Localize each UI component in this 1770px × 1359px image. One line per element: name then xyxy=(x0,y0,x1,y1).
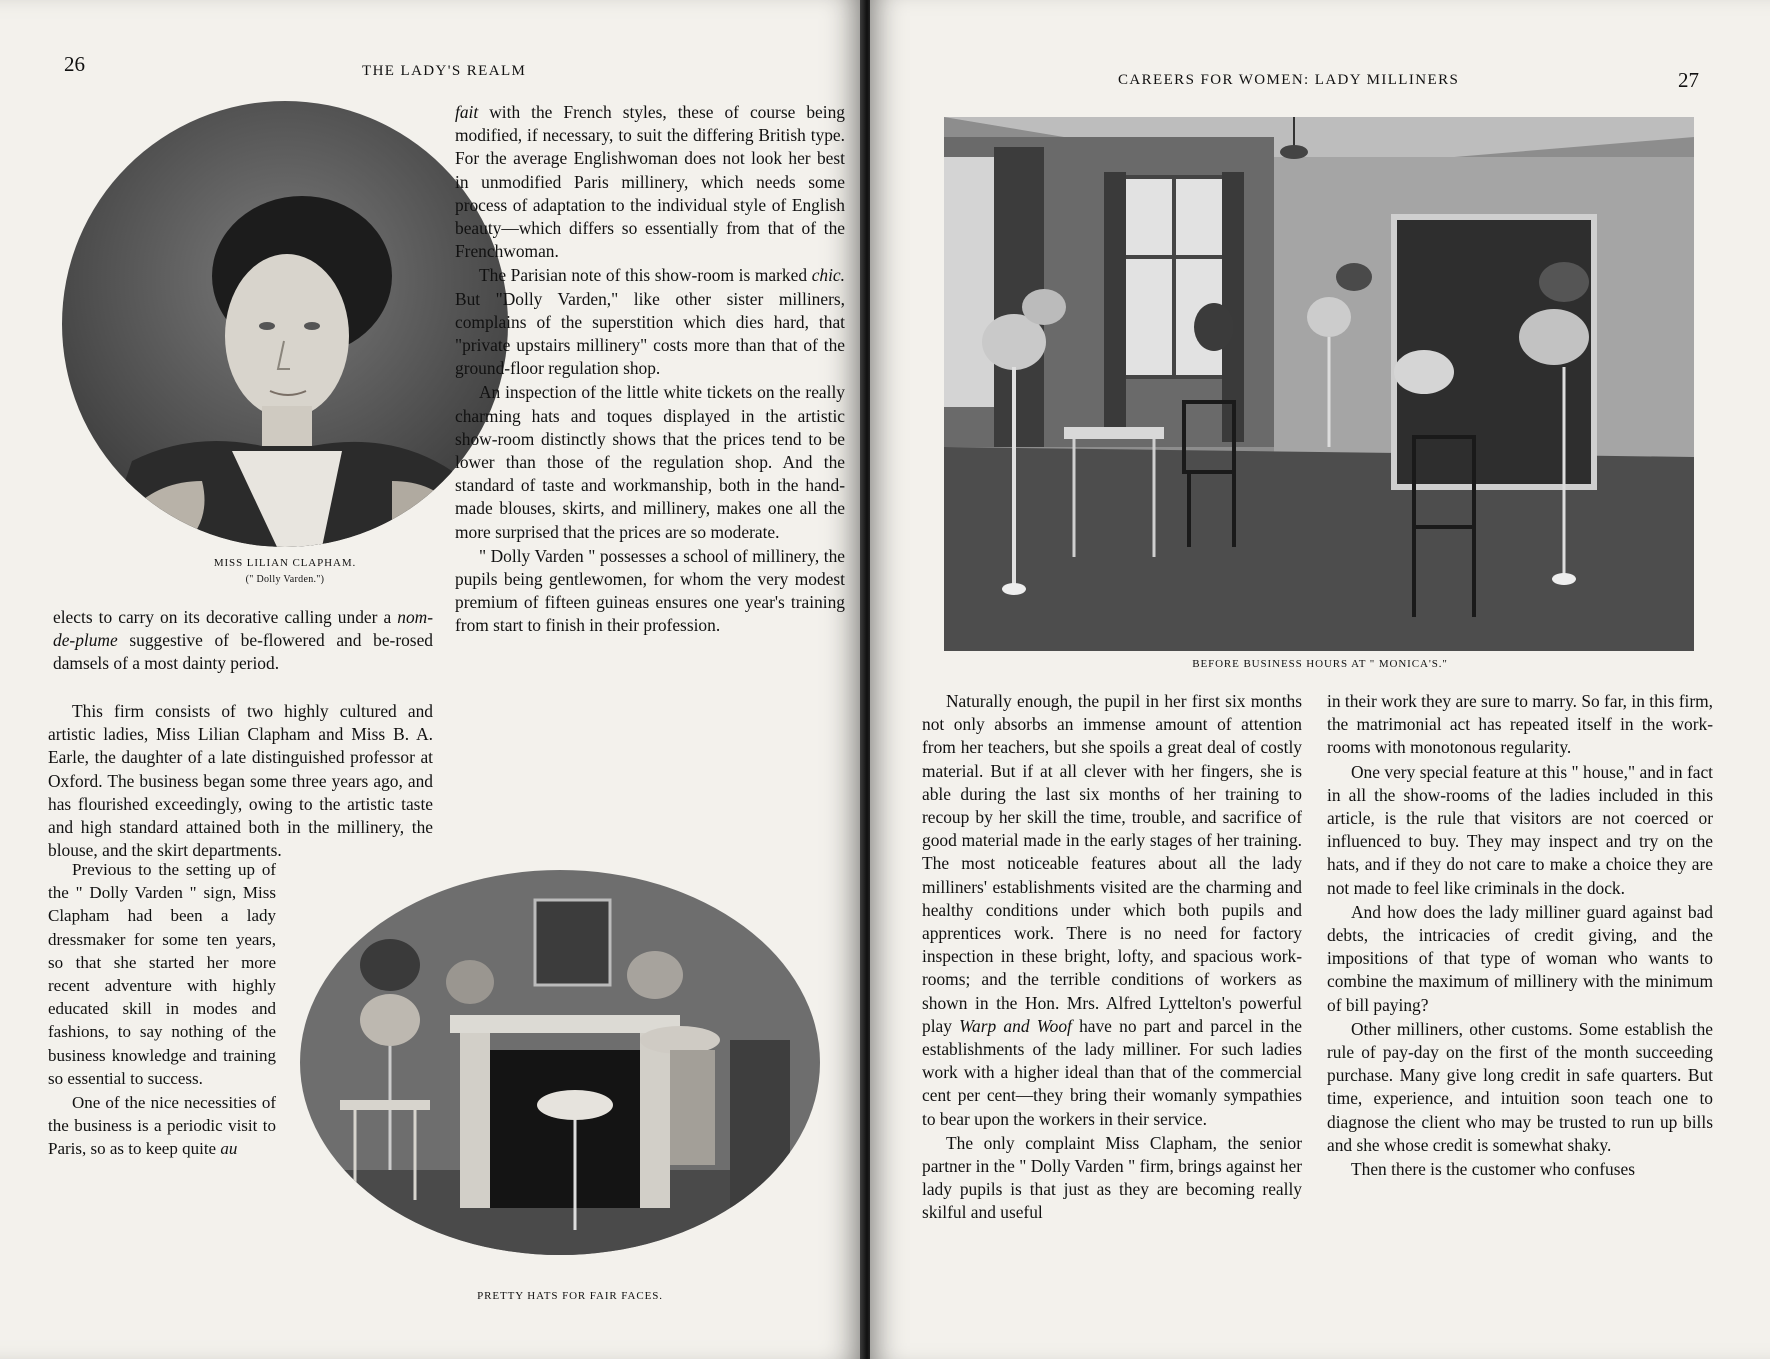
right-page xyxy=(870,0,1770,1359)
paragraph: An inspection of the little white tickets on the really charming hats and toques displayed in the artistic show-room distinctly shows that the prices tend to be lower than those of the regulation shop. And the standard of taste and workmanship, both in the hand-made blouses, skirts, and millinery, makes one all the more surprised that the prices are so moderate. xyxy=(455,382,845,542)
paragraph: Previous to the setting up of the " Dolly Varden " sign, Miss Clapham had been a lady dressmaker for some ten years, so that she started her more recent adventure with highly educated skill in modes and fashions, to say nothing of the business knowledge and training so essential to success. xyxy=(48,860,276,1088)
left-col2 xyxy=(455,101,845,856)
paragraph: One of the nice necessities of the business is a periodic visit to Paris, so as to keep quite au xyxy=(48,1093,276,1159)
paragraph: The Parisian note of this show-room is marked chic. But "Dolly Varden," like other sister milliners, complains of the superstition which dies hard, that "private upstairs millinery" costs more than that of the ground-floor regulation shop. xyxy=(455,265,845,379)
paragraph: And how does the lady milliner guard against bad debts, the intricacies of credit giving, and the impositions of that type of woman who wants to combine the maximum of millinery with the minimum of bill paying? xyxy=(1327,901,1713,1015)
portrait-caption xyxy=(150,557,420,585)
paragraph: Naturally enough, the pupil in her first six months not only absorbs an immense amount of attention from her teachers, but she spoils a great deal of costly material. But if at all clever with her fingers, she is able during the last six months of her training to recoup by her skill the time, trouble, and sacrifice of good material made in the early stages of her training. The most noticeable features about all the lady milliners' establishments visited are the charming and healthy conditions under which both pupils and apprentices work. There is no need for factory inspection in these bright, lofty, and spacious work-rooms; and the terrible conditions of workers as shown in the Hon. Mrs. Alfred Lyttelton's powerful play Warp and Woof have no part and parcel in the establishments of the lady milliner. For such ladies work with a higher ideal than that of the commercial cent per cent—they bring their womanly sympathies to bear upon the workers in their service. xyxy=(922,691,1302,1129)
paragraph: Then there is the customer who confuses xyxy=(1351,1159,1635,1180)
page-number-right: 27 xyxy=(1678,68,1699,92)
left-col1-top xyxy=(53,606,433,676)
paragraph: fait with the French styles, these of course being modified, if necessary, to suit the differing British type. For the average Englishwoman does not look her best in unmodified Paris millinery, which needs some process of adaptation to the individual style of English beauty—which differs so essentially from that of the Frenchwoman. xyxy=(455,102,845,262)
fireplace-illustration xyxy=(300,870,820,1255)
paragraph: elects to carry on its decorative calling under a nom-de-plume suggestive of be-flowered and be-rosed damsels of a most dainty period. xyxy=(53,607,433,674)
left-col1-wrap xyxy=(48,858,276,1308)
fireplace-photo xyxy=(300,870,820,1255)
paragraph: in their work they are sure to marry. So far, in this firm, the matrimonial act has repeated itself in the work-rooms with monotonous regularity. xyxy=(1327,691,1713,758)
paragraph: One very special feature at this " house," and in fact in all the show-rooms of the ladies included in this article, is the rule that visitors are not coerced or influenced to buy. They may inspect and try on the hats, and if they do not care to make a choice they are not made to feel like criminals in the dock. xyxy=(1327,761,1713,898)
portrait-illustration xyxy=(62,101,508,547)
portrait-photo xyxy=(62,101,508,547)
right-col1 xyxy=(922,690,1302,1330)
paragraph: The only complaint Miss Clapham, the senior partner in the " Dolly Varden " firm, brings against her lady pupils is that just as they are becoming really skilful and useful xyxy=(922,1132,1302,1223)
paragraph: This firm consists of two highly cultured and artistic ladies, Miss Lilian Clapham and Miss B. A. Earle, the daughter of a late distinguished professor at Oxford. The business began some three years ago, and has flourished exceedingly, owing to the artistic taste and high standard attained both in the millinery, the blouse, and the skirt departments. xyxy=(48,701,433,860)
left-col1-p2 xyxy=(48,700,433,860)
fireplace-caption: PRETTY HATS FOR FAIR FACES. xyxy=(477,1290,663,1302)
running-head-right: CAREERS FOR WOMEN: LADY MILLINERS xyxy=(1118,72,1460,88)
portrait-caption-name: MISS LILIAN CLAPHAM. xyxy=(213,557,357,569)
left-page xyxy=(0,0,865,1359)
showroom-photo xyxy=(944,117,1694,651)
paragraph: " Dolly Varden " possesses a school of millinery, the pupils being gentlewomen, for whom the very modest premium of fifteen guineas ensures one year's training from start to finish in their profession. xyxy=(455,545,845,636)
showroom-illustration xyxy=(944,117,1694,651)
right-col2 xyxy=(1327,690,1713,1330)
portrait-caption-sub: (" Dolly Varden.") xyxy=(245,574,325,585)
paragraph: Other milliners, other customs. Some establish the rule of pay-day on the first of the month succeeding purchase. Many give long credit in safe quarters. But time, experience, and intuition soon teach one to diagnose the client who may be trusted to run up bills and she whose credit is somewhat shaky. xyxy=(1327,1018,1713,1155)
showroom-caption: BEFORE BUSINESS HOURS AT " MONICA'S." xyxy=(1192,658,1448,670)
page-number-left: 26 xyxy=(64,52,85,76)
running-head-left: THE LADY'S REALM xyxy=(362,63,527,79)
